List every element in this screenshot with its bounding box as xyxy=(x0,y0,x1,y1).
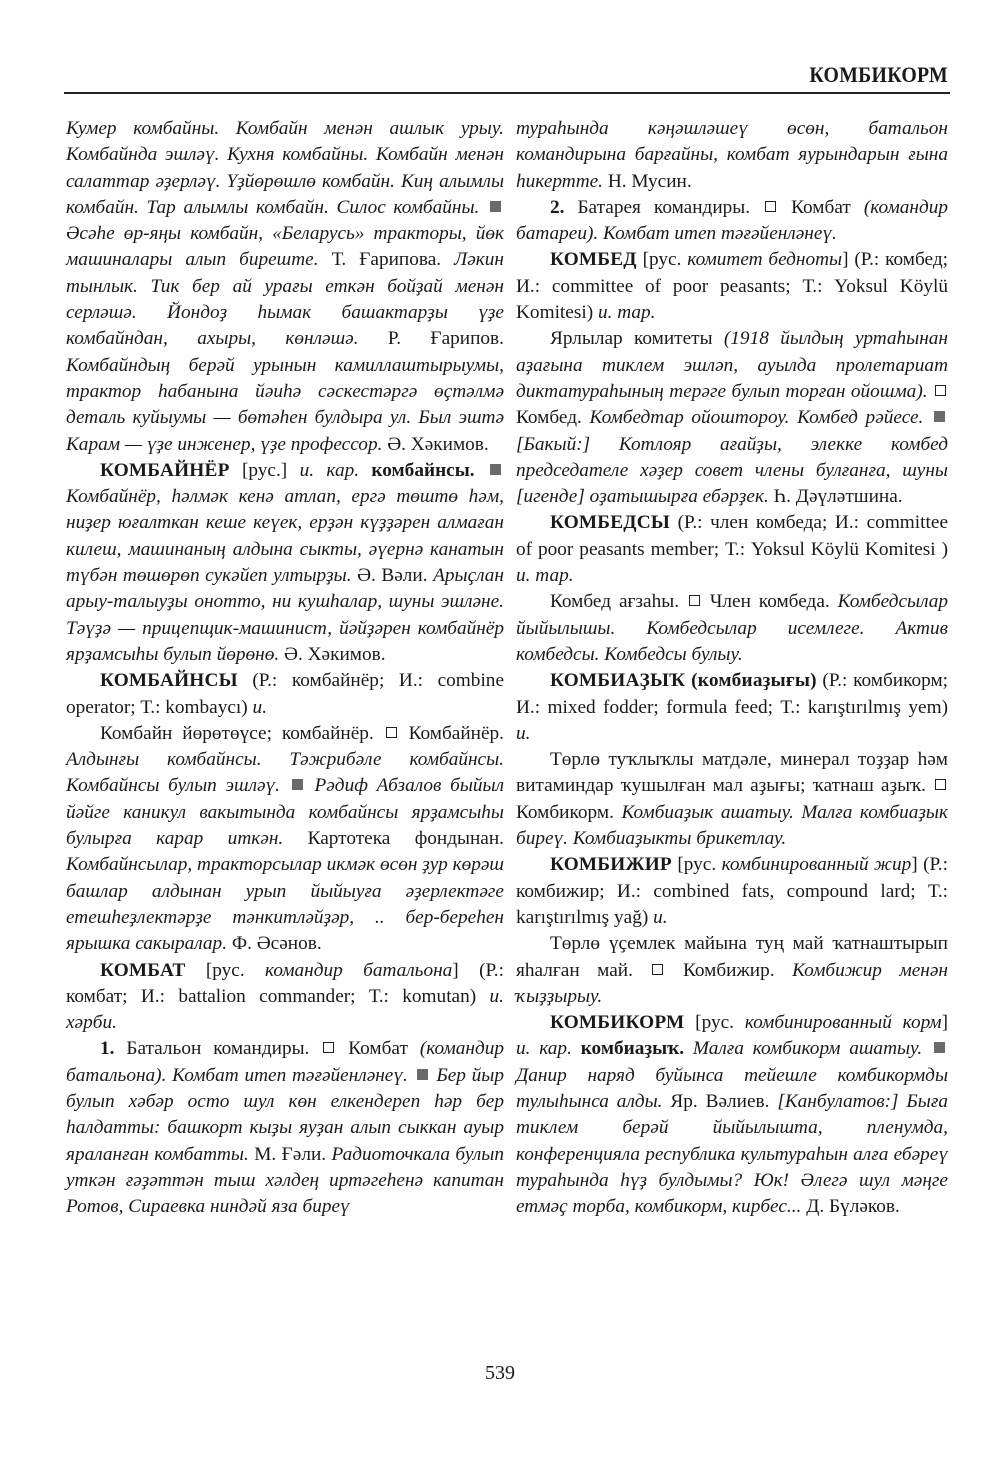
italic-text: (командир батареи). Комбат итеп тәғәйенләнеү. xyxy=(516,196,948,245)
open-square-icon xyxy=(386,727,397,738)
italic-text: Комбайнёр, һәлмәк кенә атлап, ергә төштө һәм, ниҙер юғалткан кеше кеүек, ерҙән күҙҙәрен алмаған килеш, машинаның алдына сыкты, әүернә канатын түбән төшөрөп сукәйеп ултырҙы. xyxy=(66,486,504,587)
text-run: ] xyxy=(941,1012,949,1034)
text-run: Батарея командиры. xyxy=(577,196,764,218)
headword: КОМБАТ xyxy=(100,959,186,981)
dictionary-entry xyxy=(516,668,948,747)
text-run: Яр. Вәлиев. xyxy=(670,1090,778,1112)
text-run: Ф. Әсәнов. xyxy=(231,933,322,955)
text-run: Ә. Хәкимов. xyxy=(284,643,386,665)
text-run: Ә. Хәкимов. xyxy=(387,433,489,455)
text-run: [рус. xyxy=(684,1012,745,1034)
headword: КОМБАЙНЁР xyxy=(100,459,230,481)
italic-text: комбинированный жир xyxy=(721,854,912,876)
italic-text: Радиоточкала булып уткән ғәҙәттән тыш хәлдең иртәгеһенә капитан Ротов, Сираевка ниндәй яза биреү xyxy=(66,1143,505,1218)
text-run: ] (Р.: комбед; И.: committee of poor peasants; Т.: Yoksul Köylü Komitesi) xyxy=(516,249,949,324)
italic-text: [Бакый:] Котлояр ағайҙы, элекке комбед председателе хәҙер совет члены булғанға, шуны [игенде] оҙатышырға ебәрҙек. xyxy=(516,433,948,508)
italic-text: [Канбулатов:] Быға тиклем берәй йыйылышта, пленумда, конференцияла республика культураһын алға ебәреү тураһында һүҙ булдымы? Юк! Әлегә шул мәңге етмәҫ торба, комбикорм, кирбес... xyxy=(516,1090,948,1218)
filled-square-icon xyxy=(934,411,945,422)
text-run: Комбед ағзаһы. xyxy=(550,591,687,613)
headword: КОМБЕДСЫ xyxy=(550,512,671,534)
headword: КОМБЕД xyxy=(550,249,637,271)
entry-definition xyxy=(516,589,948,668)
text-run: (Р.: комбикорм; И.: mixed fodder; formula feed; Т.: karıştırılmış yem) xyxy=(516,670,949,718)
text-run: (Р.: комбайнёр; И.: combine operator; Т.: kombaycı) xyxy=(66,670,504,718)
page-number: 539 xyxy=(485,1362,515,1384)
entry-definition xyxy=(66,1036,504,1220)
continued-text xyxy=(516,116,948,195)
italic-text: комитет бедноты xyxy=(687,249,843,271)
italic-text: Арыҫлан арыу-талыуҙы онотто, ни кушһалар, шуны эшләне. Тәүҙә — прицепщик-машинист, йәйҙәрен комбайнёр ярҙамсыһы булып йөрөнө. xyxy=(66,565,504,665)
italic-text: и. кар. xyxy=(299,459,372,481)
open-square-icon xyxy=(323,1042,334,1053)
italic-text: и. xyxy=(653,906,668,928)
entry-definition xyxy=(66,721,504,958)
italic-text: Комбедтар ойоштороу. Комбед рәйесе. xyxy=(589,407,932,429)
text-run: Ярлылар комитеты xyxy=(550,328,724,350)
filled-square-icon xyxy=(417,1069,428,1080)
italic-text: (1918 йылдың уртаһынан аҙағына тиклем эшләп, ауылда пролетариат диктатураһының терәге булып торған ойошма). xyxy=(516,328,948,402)
text-run: ] (Р.: комбижир; И.: combined fats, compound lard; Т.: karıştırılmış yağ) xyxy=(516,854,948,928)
dictionary-entry xyxy=(66,458,504,668)
dictionary-entry xyxy=(516,1010,948,1220)
italic-text: Комбиаҙык ашатыу. Малға комбиаҙык биреү. Комбиаҙыкты брикетлау. xyxy=(516,801,948,850)
text-run: Комбат xyxy=(778,196,864,218)
italic-text: тураһында кәңәшләшеү өсөн, батальон командирына барғайны, комбат яурындарын ғына һикертте. xyxy=(516,118,948,192)
filled-square-icon xyxy=(490,464,501,475)
entry-definition xyxy=(516,931,948,1010)
text-run: Комбайн йөрөтөүсе; комбайнёр. xyxy=(100,722,384,744)
italic-text: Рәдиф Абзалов быйыл йәйге каникул вакытында комбайнсы ярҙамсыһы булырға карар иткән. xyxy=(66,775,504,850)
text-run: [рус.] xyxy=(229,459,300,481)
text-run: [рус. xyxy=(185,959,266,981)
italic-text: и. xyxy=(252,696,268,718)
entry-definition xyxy=(516,195,948,248)
dictionary-entry xyxy=(516,510,948,589)
italic-text: Комбайндың берәй урынын камиллаштырыумы, трактор һабанына йәиһә сәскестәргә өҫтәлмә деталь куйыумы — бөтәһен булдыра ул. Был эштә Карам — үҙе инженер, үҙе профессор. xyxy=(66,354,504,455)
open-square-icon xyxy=(689,595,700,606)
text-run: Батальон командиры. xyxy=(126,1038,322,1060)
italic-text: Комбижир менән ҡыҙҙырыу. xyxy=(516,959,948,1007)
continued-text xyxy=(66,116,504,458)
text-run: (Р.: член комбеда; И.: committee of poor peasants member; Т.: Yoksul Köylü Komitesi ) xyxy=(516,512,948,560)
italic-text: Ләкин тынлык. Тик бер ай урағы еткән бойҙай менән серләшә. Йондоҙ һымак башактарҙы үҙе комбайндан, ахыры, көнләшә. xyxy=(66,249,504,350)
dictionary-entry xyxy=(66,668,504,721)
bold-text: комбайнсы. xyxy=(371,459,487,481)
text-run: Член комбеда. xyxy=(701,591,838,613)
headword: КОМБАЙНСЫ xyxy=(100,670,238,692)
italic-text: Әсәһе өр-яңы комбайн, «Беларусь» тракторы, йөк машиналары алып биреште. xyxy=(66,223,504,271)
text-run: Төрлө туҡлыҡлы матдәле, минерал тоҙҙар һәм витаминдар ҡушылған мал аҙығы; ҡатнаш аҙыҡ. xyxy=(516,749,948,797)
italic-text: и. тар. xyxy=(597,302,656,324)
text-run: Комбат xyxy=(336,1038,420,1060)
italic-text: комбинированный корм xyxy=(744,1012,942,1034)
open-square-icon xyxy=(652,964,663,975)
open-square-icon xyxy=(935,779,946,790)
dictionary-entry xyxy=(516,247,948,326)
text-run: Т. Ғарипова. xyxy=(331,249,455,271)
header-rule xyxy=(64,92,950,94)
headword: КОМБИЖИР xyxy=(550,854,672,876)
dictionary-entry xyxy=(516,852,948,931)
italic-text: и. кар. xyxy=(516,1038,581,1060)
entry-definition xyxy=(516,326,948,510)
text-run: Н. Мусин. xyxy=(607,170,692,192)
bold-text: комбиаҙыҡ. xyxy=(580,1038,693,1060)
italic-text: Малға комбикорм ашатыу. xyxy=(692,1038,931,1060)
open-square-icon xyxy=(765,201,776,212)
filled-square-icon xyxy=(292,779,303,790)
italic-text: и. тар. xyxy=(516,565,574,587)
text-run: Һ. Дәүләтшина. xyxy=(773,486,903,508)
text-run: М. Ғәли. xyxy=(254,1143,332,1165)
italic-text: Комбайнсылар, тракторсылар икмәк өсөн ҙур көрәш башлар алдынан урып йыйыуға әҙерлектәге етешһеҙлектәрҙе тәнкитләйҙәр, .. бер-береһен ярышка сакыралар. xyxy=(66,854,504,955)
bold-text: 1. xyxy=(100,1038,127,1060)
headword: КОМБИКОРМ xyxy=(550,1012,685,1034)
italic-text: Данир наряд буйынса тейешле комбикормды тулыһынса алды. xyxy=(516,1064,948,1112)
italic-text: командир батальона xyxy=(265,959,453,981)
running-head: КОМБИКОРМ xyxy=(809,62,948,87)
italic-text: Бер йыр булып хәбәр осто шул көн елкендереп һәр бер һалдатты: башкорт кыҙы яуҙан алып сыккан ауыр яраланған комбатты. xyxy=(66,1064,504,1165)
text-run: Комбикорм. xyxy=(516,801,622,823)
italic-text: Комбедсылар йыйылышы. Комбедсылар исемлеге. Актив комбедсы. Комбедсы булыу. xyxy=(516,591,948,665)
filled-square-icon xyxy=(934,1042,945,1053)
open-square-icon xyxy=(935,385,946,396)
text-run: Картотека фондынан. xyxy=(307,828,504,850)
headword: КОМБИАҘЫҠ (комбиаҙығы) xyxy=(550,670,817,692)
text-run: Комбайнёр. xyxy=(398,722,505,744)
filled-square-icon xyxy=(490,201,501,212)
text-run: ] (Р.: комбат; И.: battalion commander; Т.: komutan) xyxy=(66,959,504,1007)
text-run: Ә. Вәли. xyxy=(357,565,434,587)
italic-text: Алдынғы комбайнсы. Тәжрибәле комбайнсы. Комбайнсы булып эшләү. xyxy=(66,749,504,797)
italic-text: и. хәрби. xyxy=(66,985,504,1034)
text-run: [рус. xyxy=(636,249,688,271)
text-run: Төрлө үҫемлек майына туң май ҡатнаштырып яһалған май. xyxy=(516,933,948,981)
text-run: Комбижир. xyxy=(665,959,793,981)
text-run: [рус. xyxy=(671,854,722,876)
entry-definition xyxy=(516,747,948,852)
text-run: Р. Ғарипов. xyxy=(387,328,504,350)
italic-text: Кумер комбайны. Комбайн менән ашлык урыу. Комбайнда эшләү. Кухня комбайны. Комбайн менән салаттар әҙерләү. Үҙйөрөшлө комбайн. Киң алымлы комбайн. Тар алымлы комбайн. Силос комбайны. xyxy=(66,118,504,218)
left-column xyxy=(66,116,504,1220)
right-column xyxy=(516,116,948,1220)
dictionary-entry xyxy=(66,958,504,1037)
italic-text: и. xyxy=(516,722,531,744)
text-run: Комбед. xyxy=(516,407,590,429)
text-run: Д. Бүләков. xyxy=(806,1196,900,1218)
italic-text: (командир батальона). Комбат итеп тәғәйенләнеү. xyxy=(66,1038,504,1086)
bold-text: 2. xyxy=(550,196,578,218)
